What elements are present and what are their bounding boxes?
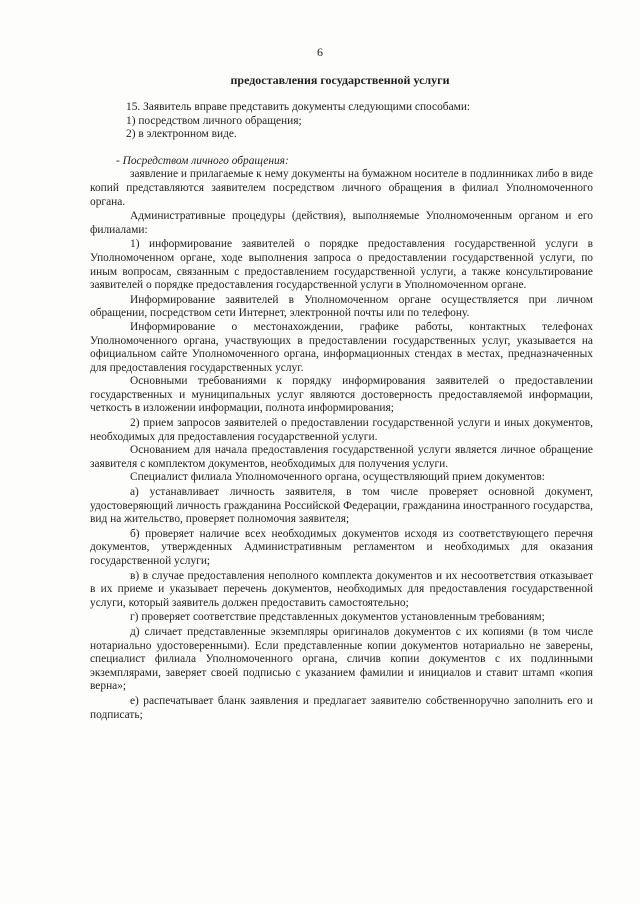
paragraph: 15. Заявитель вправе представить документы следующими способами: [126, 101, 471, 113]
list-item: д) сличает представленные экземпляры оригиналов документов с их копиями (в том числе нотариально удостоверенными). Если представленные копии документов нотариально не заверены, специалист филиала Уполномоченного органа, сличив копии документов с их подлинными экземплярами, заверяет своей подписью с указанием фамилии и инициалов и ставит штамп «копия верна»; [90, 625, 593, 693]
document-body [90, 101, 593, 722]
paragraph: Административные процедуры (действия), выполняемые Уполномоченным органом и его филиалами: [90, 210, 593, 236]
list-item: 1) посредством личного обращения; [126, 114, 302, 127]
paragraph: 2) прием запросов заявителей о предоставлении государственной услуги и иных документов, необходимых для предоставления государственной услуги. [90, 417, 593, 443]
paragraph: Информирование заявителей в Уполномоченном органе осуществляется при личном обращении, посредством сети Интернет, электронной почты или по телефону. [90, 293, 593, 320]
list-item: е) распечатывает бланк заявления и предлагает заявителю собственноручно заполнить его и подписать; [90, 694, 593, 721]
paragraph: Основными требованиями к порядку информирования заявителей о предоставлении государственных и муниципальных услуг являются достоверность предоставляемой информации, четкость в изложении информации, полнота информирования; [90, 375, 593, 415]
subsection-title: - Посредством личного обращения: [116, 154, 289, 167]
list-item: а) устанавливает личность заявителя, в том числе проверяет основной документ, удостоверяющий личность гражданина Российской Федерации, гражданина иностранного государства, вид на жительство, проверяет полномочия заявителя; [90, 486, 593, 526]
page-number: 6 [317, 45, 323, 59]
list-item: г) проверяет соответствие представленных документов установленным требованиям; [130, 611, 545, 624]
paragraph: заявление и прилагаемые к нему документы на бумажном носителе в подлинниках либо в виде копий представляются заявителем посредством личного обращения в филиал Уполномоченного органа. [90, 168, 593, 208]
paragraph: 1) информирование заявителей о порядке предоставления государственной услуги в Уполномоченном органе, ходе выполнения запроса о предоставлении государственной услуги, по иным вопросам, связанным с предоставлением государственной услуги, а также консультирование заявителей о порядке предоставления государственной услуги в Уполномоченном органе. [90, 238, 593, 292]
paragraph: Основанием для начала предоставления государственной услуги является личное обращение заявителя с комплектом документов, необходимых для получения услуги. [90, 444, 593, 470]
list-item: б) проверяет наличие всех необходимых документов исходя из соответствующего перечня документов, утвержденных Административным регламентом и необходимых для оказания государственной услуги; [90, 527, 593, 567]
paragraph: Информирование о местонахождении, графике работы, контактных телефонах Уполномоченного органа, участвующих в предоставлении государственных услуг, указывается на официальном сайте Уполномоченного органа, информационных стендах в местах, предназначенных для предоставления государственных услуг. [90, 320, 593, 374]
paragraph: Специалист филиала Уполномоченного органа, осуществляющий прием документов: [130, 471, 545, 484]
list-item: в) в случае предоставления неполного комплекта документов и их несоответствия отказывает в их приеме и указывает перечень документов, необходимых для предоставления государственной услуги, который заявитель должен предоставить самостоятельно; [90, 569, 593, 609]
list-item: 2) в электронном виде. [126, 128, 237, 141]
section-heading: предоставления государственной услуги [230, 73, 450, 87]
